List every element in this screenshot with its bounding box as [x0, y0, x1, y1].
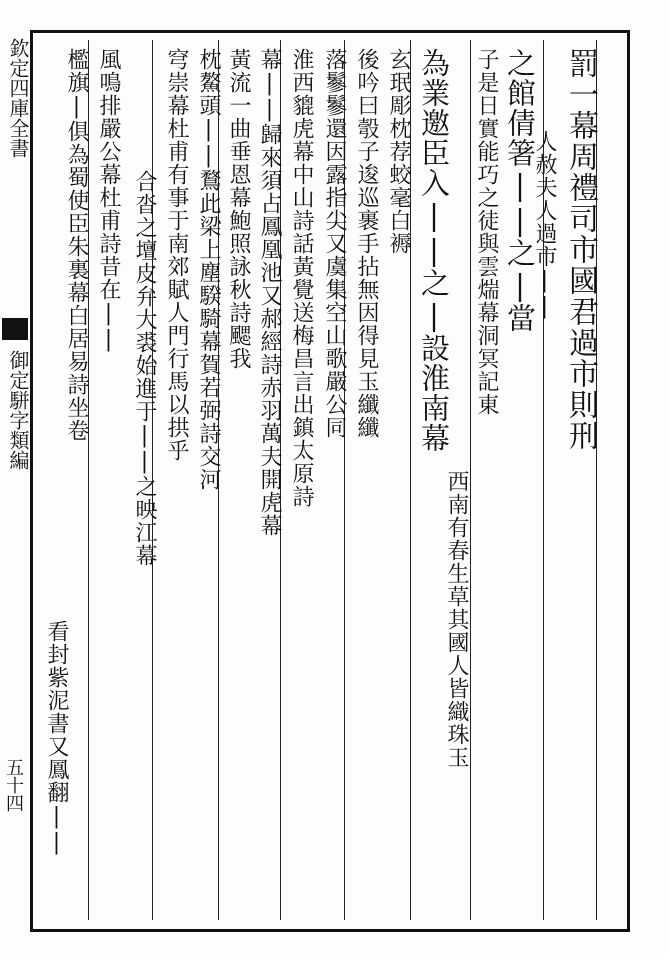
text-column: 玄珉彫枕荐蛟毫白褥 — [386, 48, 411, 255]
text-column: 淮西貔虎幕中山詩話黃覺送梅昌言出鎮太原詩 — [289, 48, 314, 508]
text-column: 為業邀臣入||之|設淮南幕 — [417, 48, 451, 453]
text-column: 罰一幕周禮司市國君過市則刑 — [563, 48, 598, 451]
text-column: 西南有春生草其國人皆織珠玉 — [444, 470, 469, 769]
text-column: 子是日實能巧之徒與雲煓幕洞冥記東 — [474, 48, 499, 416]
fishtail-marker — [2, 318, 28, 340]
text-column: 穹崇幕杜甫有事于南郊賦人門行馬以拱乎 — [164, 48, 189, 462]
text-column: 之館倩箸||之|當 — [503, 48, 537, 333]
text-column: 黃流一曲垂恩幕鮑照詠秋詩颸我 — [226, 48, 251, 370]
margin-header-text: 欽定四庫全書 — [6, 38, 30, 158]
text-column: 枕鰲頭||鶩此梁上塵騤騎幕賀若弼詩交河 — [196, 48, 221, 491]
page-margin — [0, 30, 30, 932]
text-column: 風鳴排嚴公幕杜甫詩昔在|| — [96, 48, 121, 353]
text-column: 幕||歸來須占鳳凰池又郝經詩赤羽萬夫開虎幕 — [257, 48, 282, 537]
page-number: 五十四 — [3, 758, 24, 812]
text-column: 合沓之壇皮弁大裘始進于||之映江幕 — [132, 170, 157, 567]
text-column: 看封紫泥書又鳳翻|| — [44, 620, 69, 856]
text-column: 檻旗|俱為蜀使臣朱裏幕白居易詩坐卷 — [64, 48, 89, 442]
book-title: 御定駢字類編 — [6, 350, 30, 470]
text-column: 後吟曰彀子逡巡裹手拈無因得見玉纖纖 — [354, 48, 379, 439]
text-column: 人赦夫人過市|| — [532, 130, 557, 320]
text-column: 落鬖鬖還因露指尖又虞集空山歌嚴公同 — [322, 48, 347, 439]
